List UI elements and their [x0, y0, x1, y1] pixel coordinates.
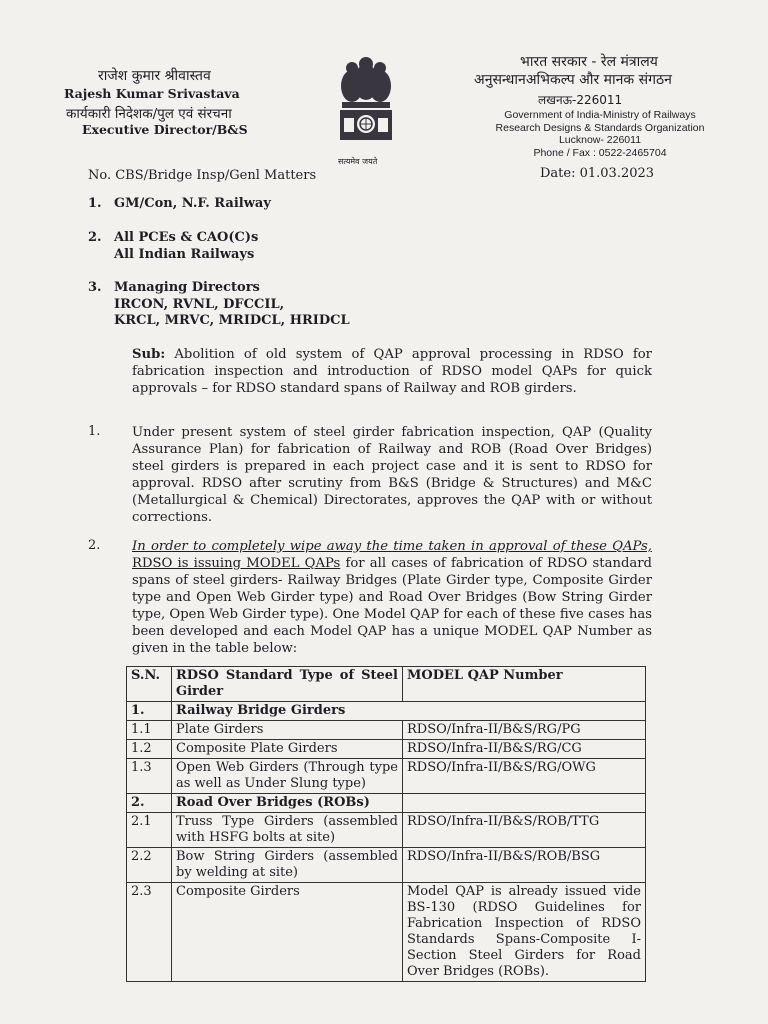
national-emblem-icon: [330, 52, 402, 164]
subject-text: Abolition of old system of QAP approval processing in RDSO for fabrication inspection and introduction of RDSO model QAPs for quick approvals – for RDSO standard spans of Railway and ROB girders.: [132, 347, 652, 396]
cell-girder-type: Composite Girders: [172, 883, 403, 982]
officer-name: Rajesh Kumar Srivastava: [64, 86, 240, 101]
paragraph-2-emphasis: In order to completely wipe away the time taken in approval of these QAPs,: [132, 539, 652, 554]
table-header-row: [127, 667, 646, 702]
model-qap-table: [126, 666, 646, 982]
cell-qap-number: RDSO/Infra-II/B&S/RG/PG: [403, 721, 646, 740]
addressee-1: [88, 196, 271, 213]
table-row: [127, 759, 646, 794]
org-english-line-1: Government of India-Ministry of Railways: [504, 109, 696, 121]
cell-sn: 1.1: [127, 721, 172, 740]
table-row: [127, 702, 646, 721]
paragraph-1: Under present system of steel girder fabrication inspection, QAP (Quality Assurance Plan) for fabrication of Railway and ROB (Road Over Bridges) steel girders is prepared in each project case and it is sent to RDSO for approval. RDSO after scrutiny from B&S (Bridge & Structures) and M&C (Metallurgical & Chemical) Directorates, approves the QAP with or without corrections.: [132, 425, 652, 525]
paragraph-2-text: for all cases of fabrication of RDSO standard spans of steel girders- Railway Bridges (Plate Girder type, Composite Girder type and Open Web Girder type) and Road Over Bridges (Bow String Girder type, Open Web Girder type). One Model QAP for each of these five cases has been developed and each Model QAP has a unique MODEL QAP Number as given in the table below:: [132, 556, 652, 656]
cell-sn: 1.3: [127, 759, 172, 794]
addressee-line: All PCEs & CAO(C)s: [114, 230, 259, 245]
table-row: [127, 848, 646, 883]
addressee-line: KRCL, MRVC, MRIDCL, HRIDCL: [114, 313, 350, 328]
org-hindi-line-2: अनुसन्धानअभिकल्प और मानक संगठन: [474, 72, 672, 88]
cell-girder-type: Composite Plate Girders: [172, 740, 403, 759]
subject-label: Sub:: [132, 347, 166, 362]
header-qap-number: MODEL QAP Number: [403, 667, 646, 702]
addressee-line: IRCON, RVNL, DFCCIL,: [114, 296, 285, 312]
table-row: [127, 721, 646, 740]
org-hindi-line-1: भारत सरकार - रेल मंत्रालय: [520, 54, 658, 70]
cell-category: Railway Bridge Girders: [172, 702, 646, 721]
cell-category: Road Over Bridges (ROBs): [172, 794, 403, 813]
org-hindi-line-3: लखनऊ-226011: [538, 93, 623, 107]
header-sn: S.N.: [127, 667, 172, 702]
cell-sn: 2.1: [127, 813, 172, 848]
cell-sn: 1.2: [127, 740, 172, 759]
cell-girder-type: Truss Type Girders (assembled with HSFG bolts at site): [172, 813, 403, 848]
letter-date: Date: 01.03.2023: [540, 166, 655, 181]
cell-qap-number: RDSO/Infra-II/B&S/ROB/TTG: [403, 813, 646, 848]
org-english-line-3: Lucknow- 226011: [558, 134, 642, 147]
cell-girder-type: Plate Girders: [172, 721, 403, 740]
designation-hindi: कार्यकारी निदेशक/पुल एवं संरचना: [66, 106, 232, 122]
table-row: [127, 883, 646, 982]
designation: Executive Director/B&S: [82, 122, 248, 137]
paragraph-2-emphasis-2: RDSO is issuing MODEL QAPs: [132, 556, 341, 571]
addressee-number: 1.: [88, 196, 102, 211]
header-girder-type: RDSO Standard Type of Steel Girder: [172, 667, 403, 702]
cell-qap-number: Model QAP is already issued vide BS-130 (RDSO Guidelines for Fabrication Inspection of RDSO Standards Spans-Composite I-Section Steel Girders for Road Over Bridges (ROBs).: [403, 883, 646, 982]
cell-sn: 1.: [127, 702, 172, 721]
officer-name-hindi: राजेश कुमार श्रीवास्तव: [98, 68, 211, 84]
cell-empty: [403, 794, 646, 813]
subject: [132, 346, 652, 397]
paragraph-number: 2.: [88, 538, 101, 553]
cell-qap-number: RDSO/Infra-II/B&S/RG/CG: [403, 740, 646, 759]
addressee-line: Managing Directors: [114, 280, 260, 295]
org-address-block: [480, 109, 720, 159]
cell-sn: 2.3: [127, 883, 172, 982]
cell-sn: 2.2: [127, 848, 172, 883]
table-row: [127, 794, 646, 813]
cell-girder-type: Open Web Girders (Through type as well as Under Slung type): [172, 759, 403, 794]
cell-sn: 2.: [127, 794, 172, 813]
addressee-line: GM/Con, N.F. Railway: [114, 196, 271, 211]
paragraph-2: [132, 538, 652, 657]
table-row: [127, 740, 646, 759]
cell-qap-number: RDSO/Infra-II/B&S/ROB/BSG: [403, 848, 646, 883]
addressee-2: [88, 230, 258, 263]
addressee-3: [88, 280, 350, 330]
cell-qap-number: RDSO/Infra-II/B&S/RG/OWG: [403, 759, 646, 794]
emblem-motto: सत्यमेव जयते: [338, 157, 378, 166]
org-phone-fax: Phone / Fax : 0522-2465704: [533, 146, 667, 159]
addressee-line: All Indian Railways: [114, 246, 255, 262]
reference-number: No. CBS/Bridge Insp/Genl Matters: [88, 168, 317, 183]
paragraph-number: 1.: [88, 424, 101, 439]
org-english-line-2: Research Designs & Standards Organization: [495, 121, 705, 134]
table-row: [127, 813, 646, 848]
cell-girder-type: Bow String Girders (assembled by welding at site): [172, 848, 403, 883]
addressee-number: 3.: [88, 280, 102, 295]
addressee-number: 2.: [88, 230, 102, 245]
